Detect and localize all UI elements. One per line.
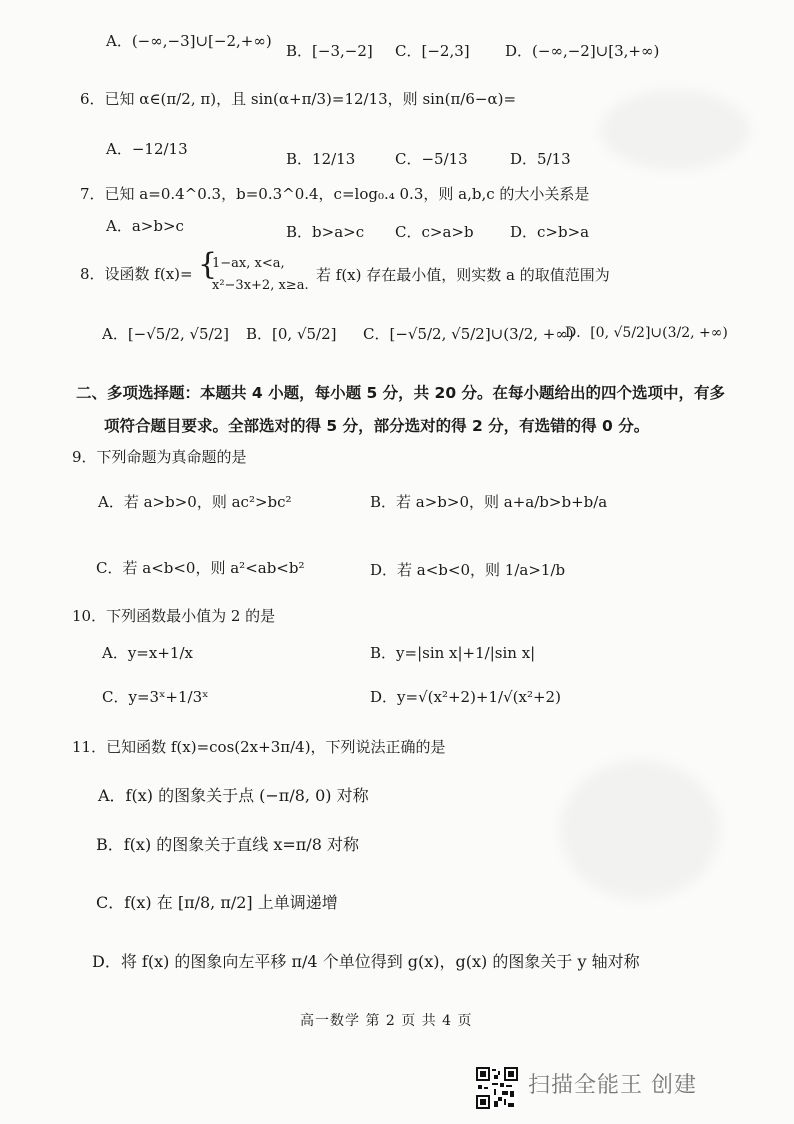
q5-option-d: D．(−∞,−2]∪[3,+∞) bbox=[505, 42, 660, 60]
q5-option-b: B．[−3,−2] bbox=[286, 42, 373, 60]
q8-option-b: B．[0, √5/2] bbox=[246, 325, 337, 343]
q6-option-b: B．12/13 bbox=[286, 150, 356, 168]
section-2-heading-line2: 项符合题目要求。全部选对的得 5 分，部分选对的得 2 分，有选错的得 0 分。 bbox=[104, 417, 650, 435]
q7-option-a: A．a>b>c bbox=[106, 217, 184, 235]
scanner-brand-label: 扫描全能王 创建 bbox=[528, 1073, 697, 1098]
q8-case-2: x²−3x+2, x≥a. bbox=[212, 278, 309, 293]
q6-option-c: C．−5/13 bbox=[395, 150, 468, 168]
q11-option-b: B．f(x) 的图象关于直线 x=π/8 对称 bbox=[96, 835, 359, 854]
q11-option-a: A．f(x) 的图象关于点 (−π/8, 0) 对称 bbox=[98, 786, 369, 805]
q11-option-c: C．f(x) 在 [π/8, π/2] 上单调递增 bbox=[96, 893, 338, 912]
q7-option-c: C．c>a>b bbox=[395, 223, 474, 241]
q6-option-d: D．5/13 bbox=[510, 150, 571, 168]
q8-option-d: D．[0, √5/2]∪(3/2, +∞) bbox=[565, 325, 728, 341]
q8-brace: { bbox=[198, 247, 218, 282]
q7-option-b: B．b>a>c bbox=[286, 223, 365, 241]
page-footer: 高一数学 第 2 页 共 4 页 bbox=[300, 1013, 473, 1029]
q11-option-d: D．将 f(x) 的图象向左平移 π/4 个单位得到 g(x)，g(x) 的图象关于 y 轴对称 bbox=[92, 952, 640, 971]
qr-code-icon bbox=[476, 1067, 518, 1109]
q9-option-c: C．若 a<b<0，则 a²<ab<b² bbox=[96, 559, 305, 577]
section-2-heading-line1: 二、多项选择题：本题共 4 小题，每小题 5 分，共 20 分。在每小题给出的四个选项中，有多 bbox=[76, 384, 726, 402]
q8-stem-suffix: 若 f(x) 存在最小值，则实数 a 的取值范围为 bbox=[316, 266, 610, 284]
q7-option-d: D．c>b>a bbox=[510, 223, 590, 241]
scan-smudge bbox=[560, 760, 720, 900]
q5-option-c: C．[−2,3] bbox=[395, 42, 470, 60]
q9-option-d: D．若 a<b<0，则 1/a>1/b bbox=[370, 561, 566, 579]
q11-stem: 11．已知函数 f(x)=cos(2x+3π/4)，下列说法正确的是 bbox=[72, 738, 446, 756]
q6-option-a: A．−12/13 bbox=[106, 140, 188, 158]
q10-option-d: D．y=√(x²+2)+1/√(x²+2) bbox=[370, 688, 561, 706]
q7-stem: 7．已知 a=0.4^0.3，b=0.3^0.4，c=log₀.₄ 0.3，则 a,b,c 的大小关系是 bbox=[80, 185, 590, 203]
q8-option-a: A．[−√5/2, √5/2] bbox=[102, 325, 230, 343]
q10-stem: 10．下列函数最小值为 2 的是 bbox=[72, 607, 276, 625]
q8-stem-prefix: 8．设函数 f(x)= bbox=[80, 265, 193, 283]
q9-option-b: B．若 a>b>0，则 a+a/b>b+b/a bbox=[370, 493, 608, 511]
q9-stem: 9．下列命题为真命题的是 bbox=[72, 448, 247, 466]
q6-stem: 6．已知 α∈(π/2, π)，且 sin(α+π/3)=12/13，则 sin(π/6−α)= bbox=[80, 90, 517, 108]
q5-option-a: A．(−∞,−3]∪[−2,+∞) bbox=[106, 32, 272, 50]
scan-smudge bbox=[600, 90, 750, 170]
q10-option-c: C．y=3ˣ+1/3ˣ bbox=[102, 688, 209, 706]
q8-case-1: 1−ax, x<a, bbox=[212, 256, 285, 271]
q9-option-a: A．若 a>b>0，则 ac²>bc² bbox=[98, 493, 292, 511]
q10-option-a: A．y=x+1/x bbox=[102, 644, 193, 662]
q10-option-b: B．y=|sin x|+1/|sin x| bbox=[370, 644, 536, 662]
q8-option-c: C．[−√5/2, √5/2]∪(3/2, +∞) bbox=[363, 325, 574, 343]
